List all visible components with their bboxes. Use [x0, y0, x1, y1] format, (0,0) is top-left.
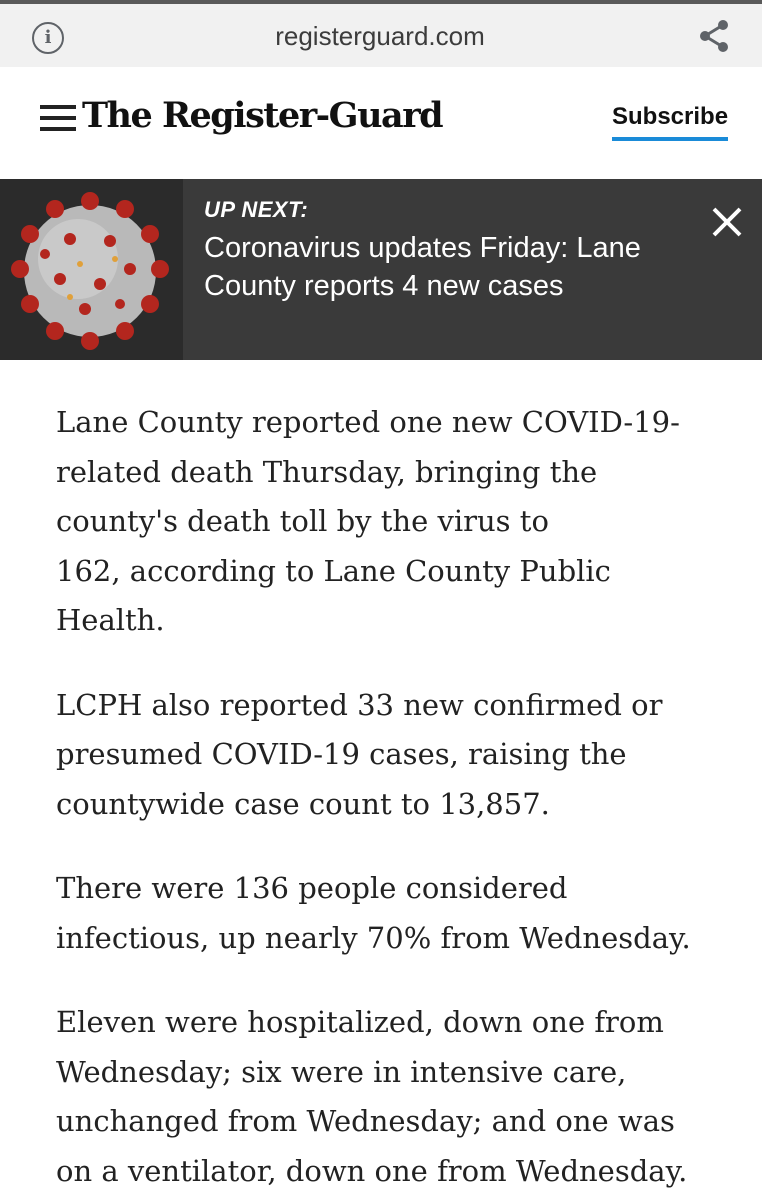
paragraph-line: presumed COVID-19 cases, raising the [56, 737, 627, 771]
up-next-headline[interactable] [204, 229, 694, 305]
paragraph-line: Wednesday; six were in intensive care, [56, 1054, 627, 1089]
up-next-thumbnail[interactable] [0, 179, 183, 360]
browser-url-bar [0, 0, 762, 67]
paragraph-line: Health. [56, 603, 165, 637]
paragraph-line: county's death toll by the virus to [56, 504, 549, 538]
paragraph-line: related death Thursday, bringing the [56, 454, 598, 489]
up-next-headline-line: County reports 4 new cases [204, 270, 564, 302]
article-paragraph [56, 398, 706, 646]
info-icon[interactable]: i [32, 22, 64, 54]
paragraph-line: on a ventilator, down one from Wednesday. [56, 1153, 688, 1188]
subscribe-link[interactable]: Subscribe [612, 103, 728, 141]
paragraph-line: infectious, up nearly 70% from Wednesday. [56, 920, 691, 955]
close-icon[interactable] [710, 205, 744, 239]
site-header [0, 67, 762, 179]
paragraph-line: 162, according to Lane County Public [56, 553, 611, 588]
article-body [56, 398, 706, 1200]
url-domain[interactable]: registerguard.com [275, 21, 485, 51]
paragraph-line: Eleven were hospitalized, down one from [56, 1005, 664, 1039]
up-next-headline-line: Coronavirus updates Friday: Lane [204, 232, 641, 264]
article-paragraph [56, 864, 706, 963]
site-logo[interactable]: The Register-Guard [82, 95, 443, 136]
paragraph-line: LCPH also reported 33 new confirmed or [56, 687, 663, 722]
up-next-label: UP NEXT: [204, 197, 309, 222]
paragraph-line: Lane County reported one new COVID-19- [56, 405, 680, 439]
article-paragraph [56, 681, 706, 830]
coronavirus-image [0, 179, 183, 360]
paragraph-line: There were 136 people considered [56, 871, 568, 905]
paragraph-line: unchanged from Wednesday; and one was [56, 1104, 675, 1138]
menu-icon[interactable] [40, 105, 76, 135]
article-paragraph [56, 998, 706, 1196]
share-icon[interactable] [696, 18, 732, 54]
paragraph-line: countywide case count to 13,857. [56, 786, 550, 821]
up-next-banner[interactable] [0, 179, 762, 360]
